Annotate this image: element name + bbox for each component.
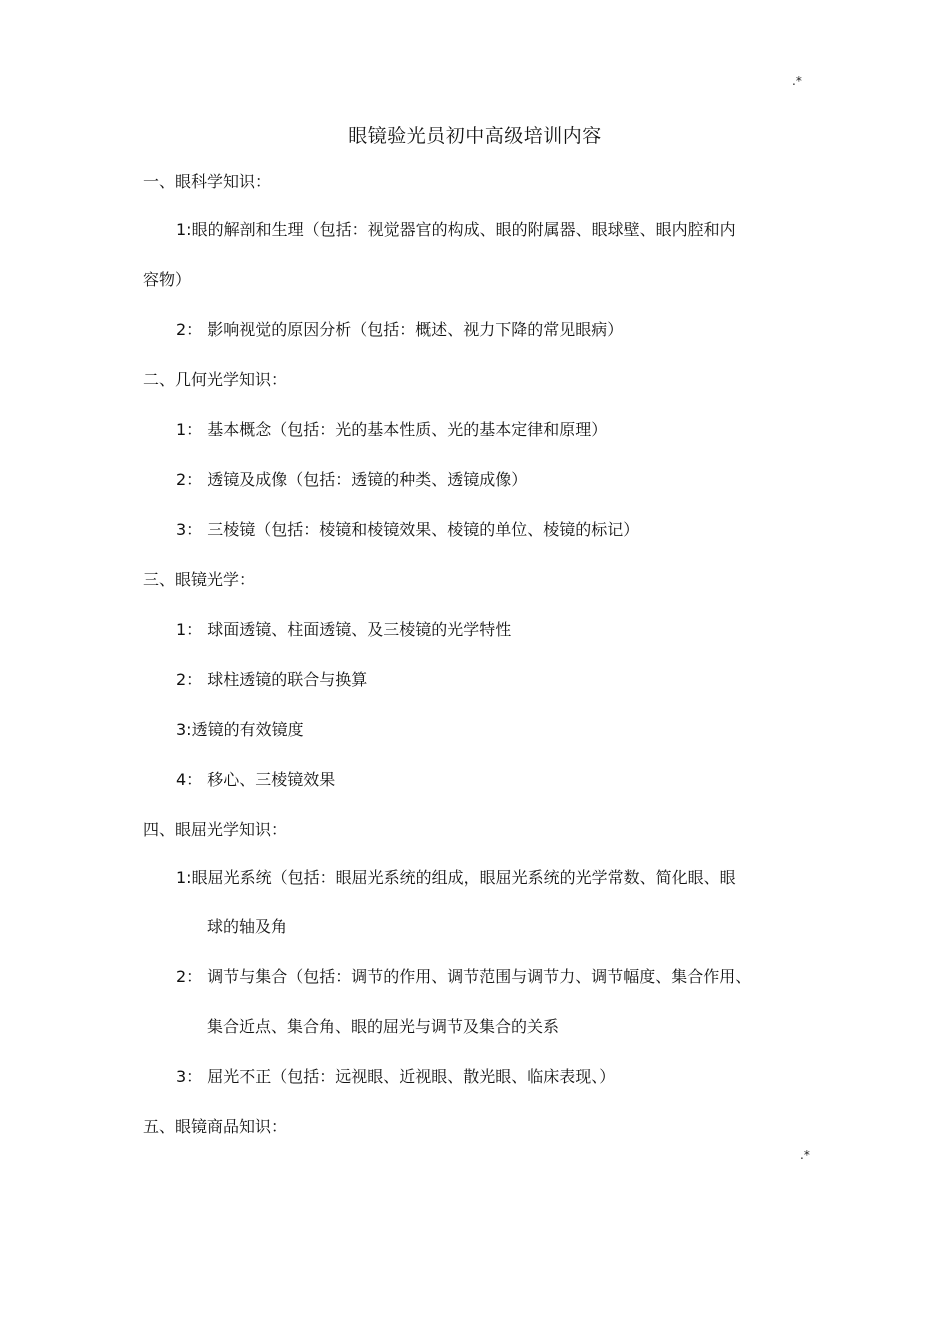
list-item-4-2: 2： 调节与集合（包括：调节的作用、调节范围与调节力、调节幅度、集合作用、: [176, 967, 752, 986]
list-item-1-2: 2： 影响视觉的原因分析（包括：概述、视力下降的常见眼病）: [176, 320, 624, 339]
list-item-3-4: 4： 移心、三棱镜效果: [176, 770, 336, 789]
list-item-4-3: 3： 屈光不正（包括：远视眼、近视眼、散光眼、临床表现、）: [176, 1067, 616, 1086]
list-item-3-3: 3:透镜的有效镜度: [176, 720, 304, 739]
section-heading-1: 一、眼科学知识：: [143, 172, 272, 191]
page-mark-bottom: .*: [800, 1148, 810, 1162]
list-item-3-1: 1： 球面透镜、柱面透镜、及三棱镜的光学特性: [176, 620, 512, 639]
list-item-1-1-wrap: 容物）: [143, 270, 192, 289]
section-heading-3: 三、眼镜光学：: [143, 570, 256, 589]
list-item-4-2-cont: 集合近点、集合角、眼的屈光与调节及集合的关系: [207, 1017, 560, 1036]
list-item-4-1-cont: 球的轴及角: [207, 917, 288, 936]
list-item-4-1: 1:眼屈光系统（包括：眼屈光系统的组成，眼屈光系统的光学常数、简化眼、眼: [176, 868, 736, 887]
document-title: 眼镜验光员初中高级培训内容: [348, 125, 602, 147]
section-heading-2: 二、几何光学知识：: [143, 370, 288, 389]
list-item-2-2: 2： 透镜及成像（包括：透镜的种类、透镜成像）: [176, 470, 528, 489]
list-item-2-1: 1： 基本概念（包括：光的基本性质、光的基本定律和原理）: [176, 420, 608, 439]
page-mark-top: .*: [792, 74, 802, 88]
list-item-1-1: 1:眼的解剖和生理（包括：视觉器官的构成、眼的附属器、眼球壁、眼内腔和内: [176, 220, 736, 239]
list-item-3-2: 2： 球柱透镜的联合与换算: [176, 670, 368, 689]
list-item-2-3: 3： 三棱镜（包括：棱镜和棱镜效果、棱镜的单位、棱镜的标记）: [176, 520, 640, 539]
section-heading-5: 五、眼镜商品知识：: [143, 1117, 288, 1136]
section-heading-4: 四、眼屈光学知识：: [143, 820, 288, 839]
